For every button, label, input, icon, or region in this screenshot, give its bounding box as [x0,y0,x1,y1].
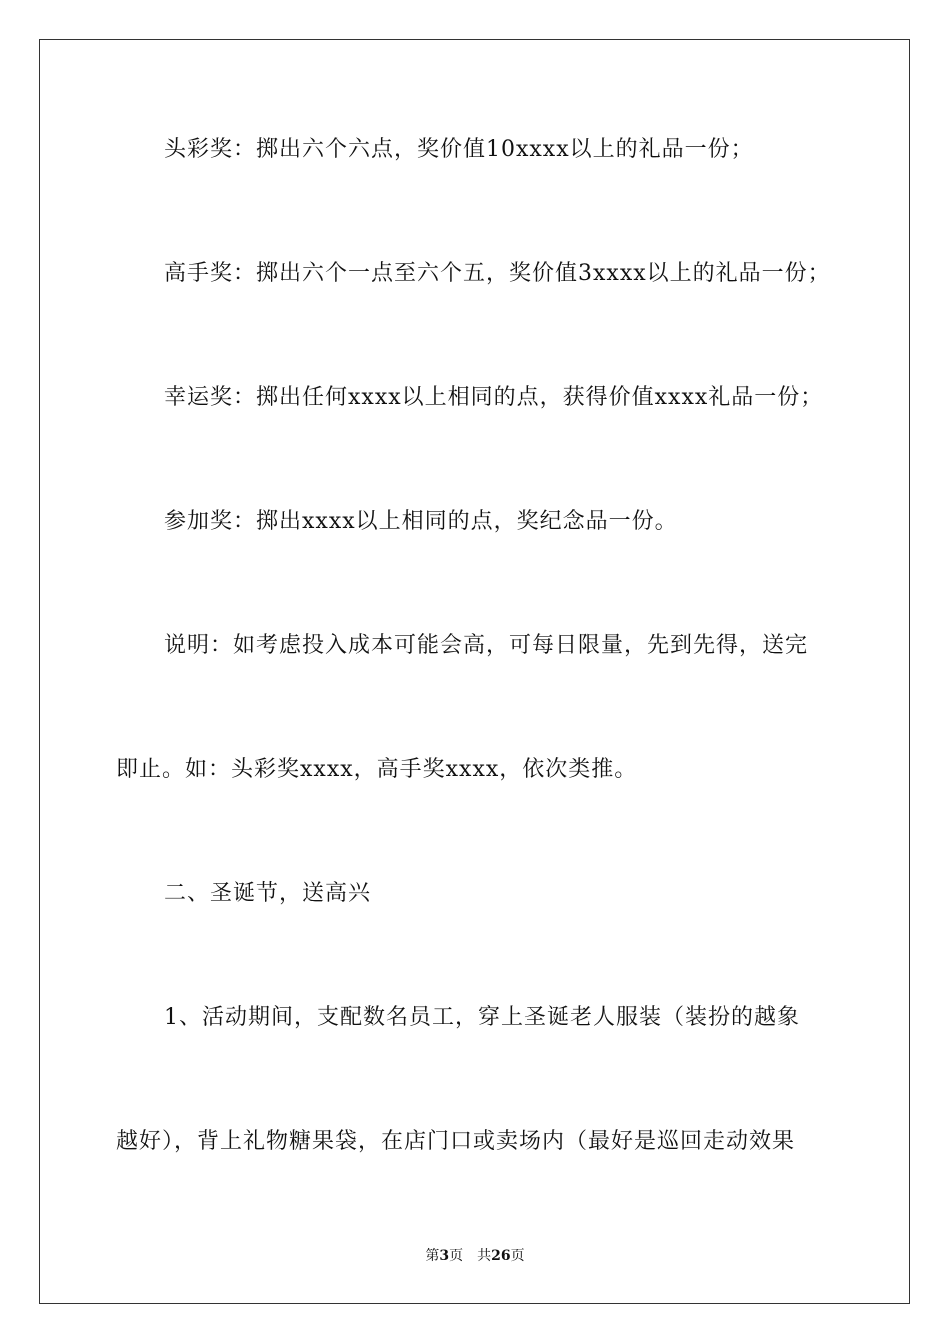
prize-line-expert: 高手奖：掷出六个一点至六个五，奖价值3xxxx以上的礼品一份； [164,261,831,286]
prize-line-participation: 参加奖：掷出xxxx以上相同的点，奖纪念品一份。 [164,509,678,534]
footer-page-suffix: 页 [449,1248,464,1264]
footer-total-prefix: 共 [477,1248,492,1264]
footer-total-pages: 26 [491,1248,511,1264]
activity-line-1: 1、活动期间，支配数名员工，穿上圣诞老人服装（装扮的越象 [164,1005,800,1030]
prize-line-top: 头彩奖：掷出六个六点，奖价值10xxxx以上的礼品一份； [164,137,754,162]
footer-page-number: 3 [439,1248,450,1264]
prize-line-lucky: 幸运奖：掷出任何xxxx以上相同的点，获得价值xxxx礼品一份； [164,385,824,410]
page-border [39,39,910,1304]
section-heading: 二、圣诞节，送高兴 [164,881,372,906]
note-line-1: 说明：如考虑投入成本可能会高，可每日限量，先到先得，送完 [164,633,809,658]
activity-line-2: 越好），背上礼物糖果袋，在店门口或卖场内（最好是巡回走动效果 [116,1129,796,1154]
page-footer [0,1247,950,1265]
note-line-2: 即止。如：头彩奖xxxx，高手奖xxxx，依次类推。 [116,757,638,782]
footer-prefix: 第 [425,1248,440,1264]
footer-total-suffix: 页 [510,1248,525,1264]
